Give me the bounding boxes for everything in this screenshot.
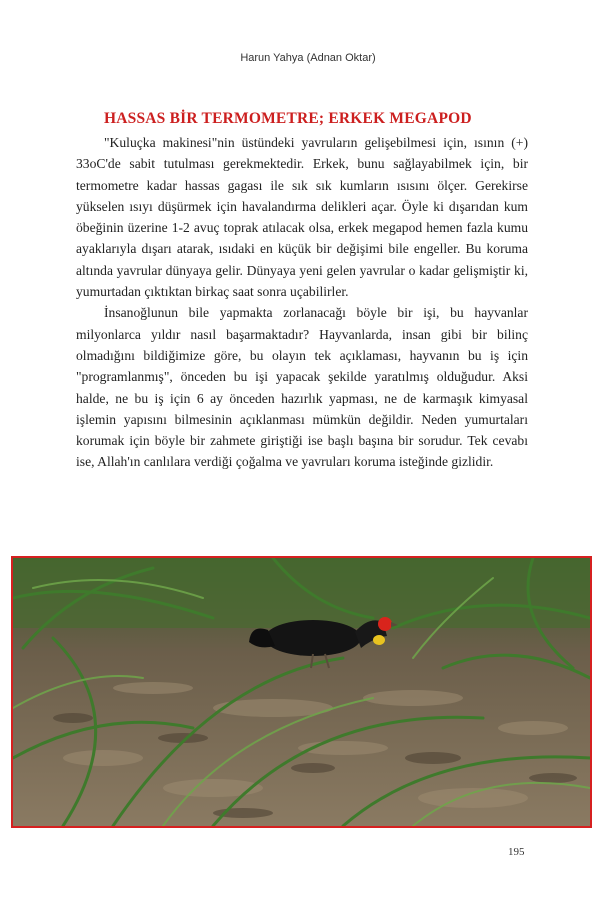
body-text (76, 132, 528, 473)
section-title: HASSAS BİR TERMOMETRE; ERKEK MEGAPOD (104, 110, 472, 127)
megapod-photo (11, 556, 592, 828)
running-header: Harun Yahya (Adnan Oktar) (240, 52, 376, 64)
paragraph-2: İnsanoğlunun bile yapmakta zorlanacağı böyle bir işi, bu hayvanlar milyonlarca yıldır nasıl başarmaktadır? Hayvanlarda, insan gibi bir bilinç olmadığını bildiğimize göre, bu olayın tek açıklaması, hayvanın bu iş için "programlanmış", önceden bu işi yapacak şekilde yaratılmış olduğudur. Aksi halde, ne bu iş için 6 ay önceden hazırlık yapması, ne de karmaşık kimyasal işlemin yapısını bilmesinin açıklanması mümkün değildir. Neden yumurtaları korumak için böyle bir zahmete giriştiği ise başlı başına bir sorudur. Tek cevabı ise, Allah'ın canlılara verdiği çoğalma ve yavruları koruma isteğinde gizlidir. (76, 305, 528, 470)
paragraph-1: "Kuluçka makinesi"nin üstündeki yavruların gelişebilmesi için, ısının (+) 33oC'de sabit tutulması gerekmektedir. Erkek, bunu sağlayabilmek için, bir termometre kadar hassas gagası ile sık sık kumların ısısını ölçer. Gerekirse yükselen ısıyı düşürmek için havalandırma delikleri açar. Öyle ki dışarıdan kum öbeğinin üzerine 1-2 avuç toprak atılacak olsa, erkek megapod hemen fazla kumu ayaklarıyla dışarı atarak, ısıdaki en küçük bir değişimi bile engeller. Bu koruma altında yavrular dünyaya gelir. Dünyaya yeni gelen yavrular o kadar gelişmiştir ki, yumurtadan çıktıktan birkaç saat sonra uçabilirler. (76, 135, 528, 300)
page-number: 195 (508, 846, 525, 858)
